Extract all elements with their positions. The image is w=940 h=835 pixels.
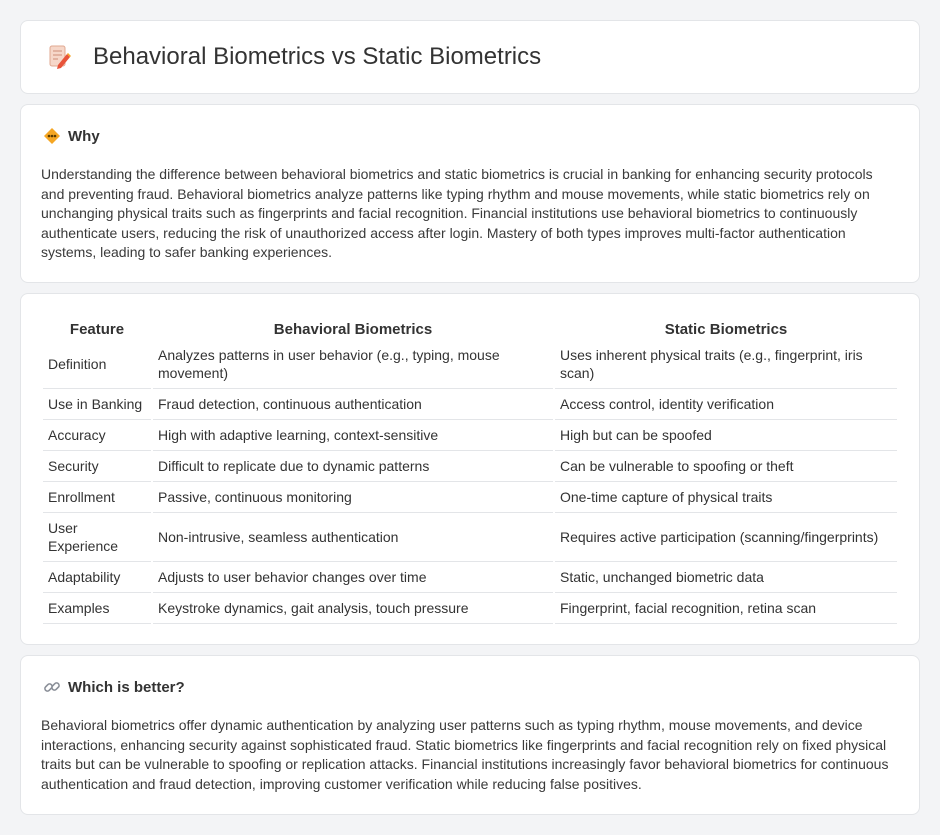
comparison-section (20, 293, 920, 645)
table-cell-feature: User Experience (43, 513, 151, 562)
why-section (20, 104, 920, 283)
comparison-table (41, 314, 899, 624)
why-heading: Why (68, 127, 100, 145)
table-row (43, 482, 897, 513)
table-cell-feature: Use in Banking (43, 389, 151, 420)
table-cell-static: Requires active participation (scanning/fingerprints) (555, 513, 897, 562)
table-cell-behavioral: High with adaptive learning, context-sensitive (153, 420, 553, 451)
table-cell-behavioral: Adjusts to user behavior changes over time (153, 562, 553, 593)
table-cell-static: High but can be spoofed (555, 420, 897, 451)
table-cell-behavioral: Analyzes patterns in user behavior (e.g., typing, mouse movement) (153, 340, 553, 389)
why-body: Understanding the difference between behavioral biometrics and static biometrics is crucial in banking for enhancing security protocols and preventing fraud. Behavioral biometrics analyze patterns like typing rhythm and mouse movements, while static biometrics rely on unchanging physical traits such as fingerprints and facial recognition. Financial institutions use behavioral biometrics to continuously authenticate users, reducing the risk of unauthorized access after login. Mastery of both types improves multi-factor authentication systems, leading to safer banking experiences. (41, 166, 873, 261)
page-title: Behavioral Biometrics vs Static Biometrics (93, 43, 542, 70)
header-card (20, 20, 920, 94)
table-cell-feature: Security (43, 451, 151, 482)
table-row (43, 562, 897, 593)
table-row (43, 451, 897, 482)
title-row (45, 43, 541, 71)
link-icon (43, 678, 61, 696)
table-cell-feature: Enrollment (43, 482, 151, 513)
better-heading: Which is better? (68, 678, 185, 696)
table-row (43, 340, 897, 389)
table-cell-feature: Accuracy (43, 420, 151, 451)
table-cell-static: Fingerprint, facial recognition, retina scan (555, 593, 897, 624)
table-cell-static: Uses inherent physical traits (e.g., fingerprint, iris scan) (555, 340, 897, 389)
better-heading-row (43, 678, 185, 696)
column-header-behavioral: Behavioral Biometrics (273, 320, 433, 338)
table-cell-feature: Adaptability (43, 562, 151, 593)
table-cell-behavioral: Fraud detection, continuous authentication (153, 389, 553, 420)
table-cell-feature: Examples (43, 593, 151, 624)
table-cell-feature: Definition (43, 340, 151, 389)
table-row (43, 389, 897, 420)
table-cell-behavioral: Keystroke dynamics, gait analysis, touch pressure (153, 593, 553, 624)
table-cell-static: Can be vulnerable to spoofing or theft (555, 451, 897, 482)
why-heading-row (43, 127, 100, 145)
table-cell-behavioral: Passive, continuous monitoring (153, 482, 553, 513)
table-cell-static: Access control, identity verification (555, 389, 897, 420)
column-header-static: Static Biometrics (664, 320, 788, 338)
warning-diamond-icon (43, 127, 61, 145)
table-row (43, 593, 897, 624)
table-header-row (43, 314, 897, 340)
table-cell-static: One-time capture of physical traits (555, 482, 897, 513)
table-row (43, 513, 897, 562)
which-is-better-section (20, 655, 920, 815)
table-cell-static: Static, unchanged biometric data (555, 562, 897, 593)
better-body: Behavioral biometrics offer dynamic authentication by analyzing user patterns such as typing rhythm, mouse movements, and device interactions, enhancing security against sophisticated fraud. Static biometrics like fingerprints and facial recognition rely on fixed physical traits but can be vulnerable to spoofing or replication attacks. Financial institutions increasingly favor behavioral biometrics for continuous authentication and fraud detection, improving customer verification while reducing false positives. (41, 717, 889, 792)
table-row (43, 420, 897, 451)
column-header-feature: Feature (69, 320, 125, 338)
document-pencil-icon (45, 43, 73, 71)
table-cell-behavioral: Difficult to replicate due to dynamic patterns (153, 451, 553, 482)
table-cell-behavioral: Non-intrusive, seamless authentication (153, 513, 553, 562)
